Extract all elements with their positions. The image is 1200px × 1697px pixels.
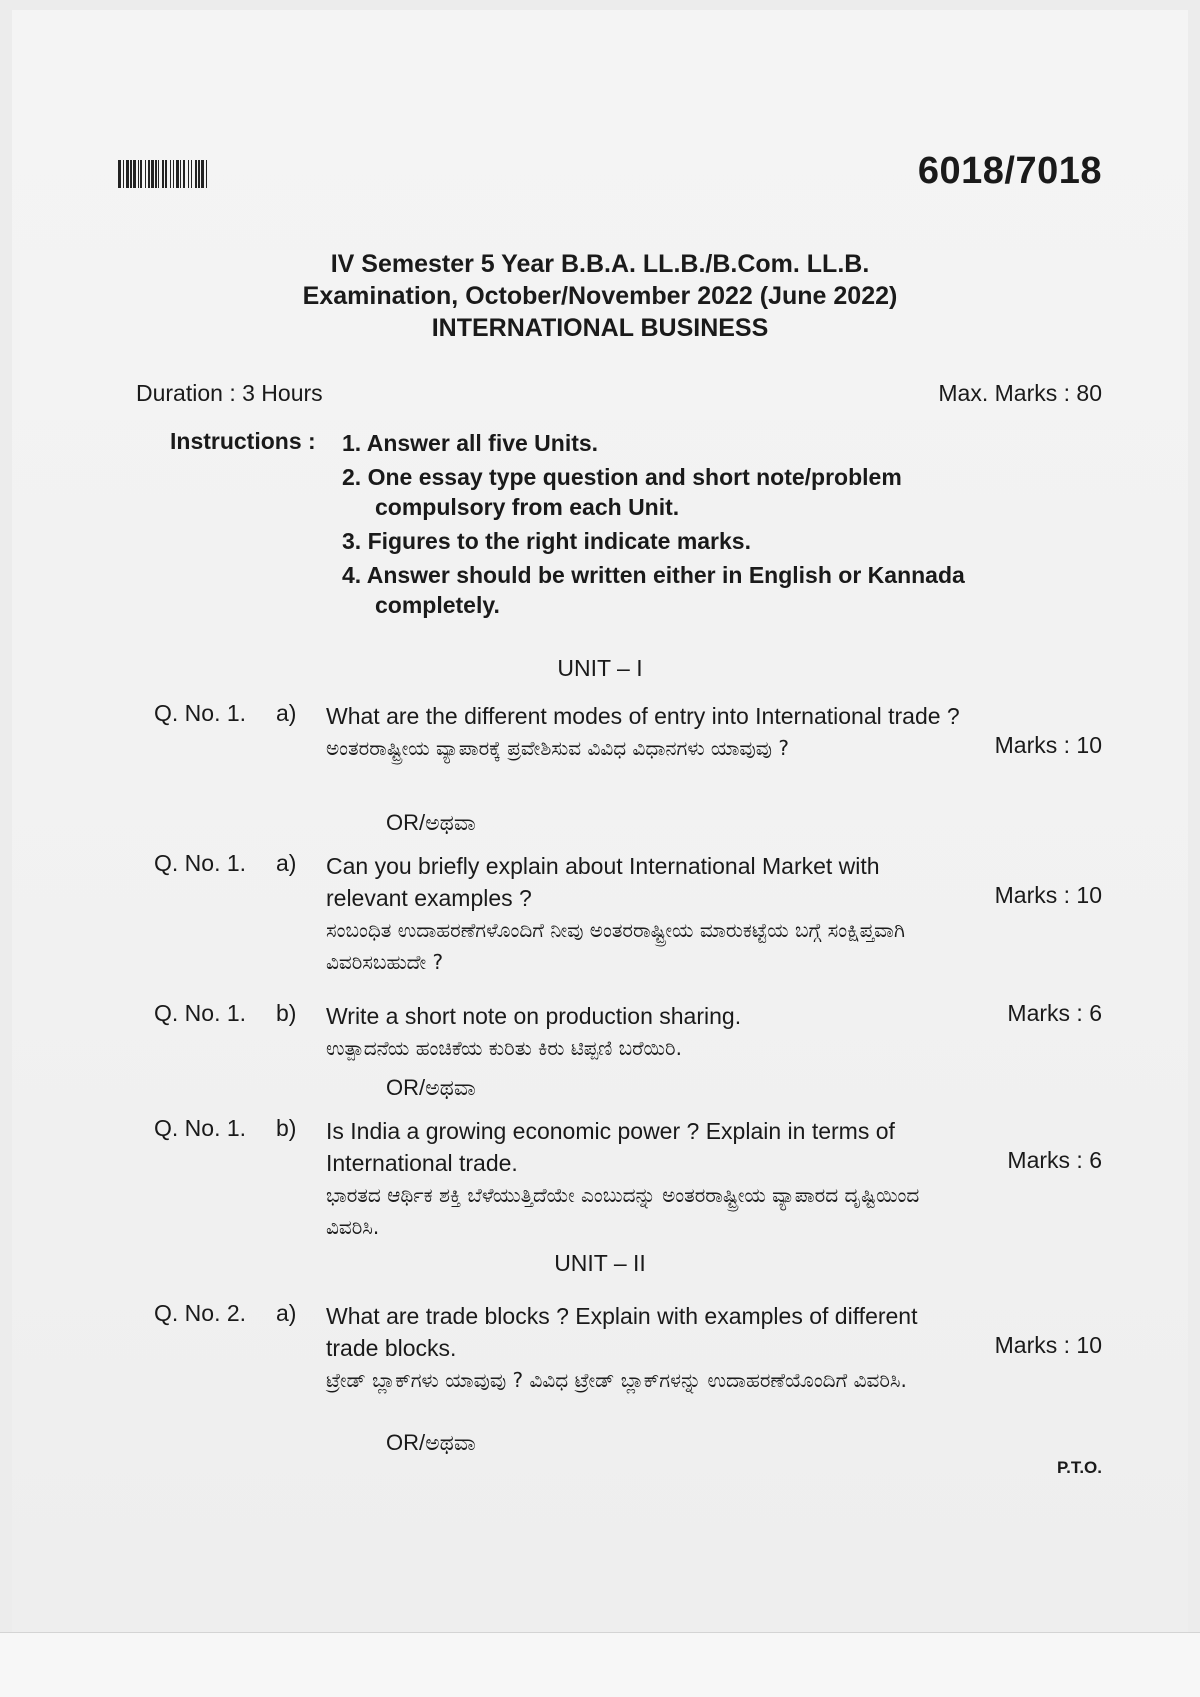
question-text-kn: ಭಾರತದ ಆರ್ಥಿಕ ಶಕ್ತಿ ಬೆಳೆಯುತ್ತಿದೆಯೇ ಎಂಬುದನ್ನು ಅಂತರರಾಷ್ಟ್ರೀಯ ವ್ಯಾಪಾರದ ದೃಷ್ಟಿಯಿಂದ ವಿವರಿಸಿ. (326, 1183, 920, 1239)
question-number: Q. No. 2. (154, 1300, 247, 1326)
question-text-en: What are the different modes of entry into International trade ? (326, 703, 960, 729)
question-body (326, 850, 966, 978)
question-text-en: Write a short note on production sharing. (326, 1003, 742, 1029)
barcode-stripe (207, 160, 209, 188)
question-text-en: Is India a growing economic power ? Explain in terms of International trade. (326, 1118, 895, 1176)
question-marks: Marks : 6 (1007, 1000, 1102, 1026)
question-part: b) (276, 1115, 297, 1141)
instruction-item: 4. Answer should be written either in English or Kannada completely. (342, 562, 965, 618)
question-marks: Marks : 6 (1007, 1147, 1102, 1173)
or-separator: OR/ಅಥವಾ (386, 810, 476, 835)
question-part: a) (276, 850, 297, 876)
question-number: Q. No. 1. (154, 850, 247, 876)
or-separator: OR/ಅಥವಾ (386, 1075, 476, 1100)
instruction-item: 3. Figures to the right indicate marks. (342, 528, 751, 554)
question-text-kn: ಅಂತರರಾಷ್ಟ್ರೀಯ ವ್ಯಾಪಾರಕ್ಕೆ ಪ್ರವೇಶಿಸುವ ವಿವಿಧ ವಿಧಾನಗಳು ಯಾವುವು ? (326, 736, 789, 760)
question-text-kn: ಸಂಬಂಧಿತ ಉದಾಹರಣೆಗಳೊಂದಿಗೆ ನೀವು ಅಂತರರಾಷ್ಟ್ರೀಯ ಮಾರುಕಟ್ಟೆಯ ಬಗ್ಗೆ ಸಂಕ್ಷಿಪ್ತವಾಗಿ ವಿವರಿಸಬಹುದೇ ? (326, 918, 905, 974)
unit-heading: UNIT – I (557, 655, 643, 681)
exam-title-line1: IV Semester 5 Year B.B.A. LL.B./B.Com. LL.B. (330, 250, 870, 278)
max-marks: Max. Marks : 80 (938, 380, 1102, 406)
question-marks: Marks : 10 (994, 732, 1102, 758)
scan-bottom-band (0, 1632, 1200, 1697)
question-text-kn: ಉತ್ಪಾದನೆಯ ಹಂಚಿಕೆಯ ಕುರಿತು ಕಿರು ಟಿಪ್ಪಣಿ ಬರೆಯಿರಿ. (326, 1036, 682, 1060)
instructions-label: Instructions : (170, 428, 316, 454)
question-body (326, 700, 966, 764)
unit-heading: UNIT – II (554, 1250, 646, 1276)
question-part: a) (276, 1300, 297, 1326)
question-text-en: What are trade blocks ? Explain with examples of different trade blocks. (326, 1303, 918, 1361)
paper-code: 6018/7018 (917, 150, 1102, 192)
question-marks: Marks : 10 (994, 1332, 1102, 1358)
question-number: Q. No. 1. (154, 700, 247, 726)
question-body (326, 1115, 966, 1243)
question-part: a) (276, 700, 297, 726)
instruction-item: 1. Answer all five Units. (342, 430, 599, 456)
duration: Duration : 3 Hours (136, 380, 323, 406)
question-text-kn: ಟ್ರೇಡ್ ಬ್ಲಾಕ್‌ಗಳು ಯಾವುವು ? ವಿವಿಧ ಟ್ರೇಡ್ ಬ್ಲಾಕ್‌ಗಳನ್ನು ಉದಾಹರಣೆಯೊಂದಿಗೆ ವಿವರಿಸಿ. (326, 1368, 907, 1392)
question-number: Q. No. 1. (154, 1115, 247, 1141)
question-body (326, 1000, 966, 1064)
question-body (326, 1300, 966, 1396)
or-separator: OR/ಅಥವಾ (386, 1430, 476, 1455)
barcode (118, 160, 358, 188)
page-turn-over: P.T.O. (1056, 1458, 1102, 1477)
question-part: b) (276, 1000, 297, 1026)
question-marks: Marks : 10 (994, 882, 1102, 908)
exam-subject: INTERNATIONAL BUSINESS (431, 314, 769, 342)
exam-title-line2: Examination, October/November 2022 (June 2022) (302, 282, 898, 310)
question-number: Q. No. 1. (154, 1000, 247, 1026)
question-text-en: Can you briefly explain about International Market with relevant examples ? (326, 853, 880, 911)
instruction-item: 2. One essay type question and short note/problem compulsory from each Unit. (342, 464, 902, 520)
instructions-list (342, 428, 977, 624)
